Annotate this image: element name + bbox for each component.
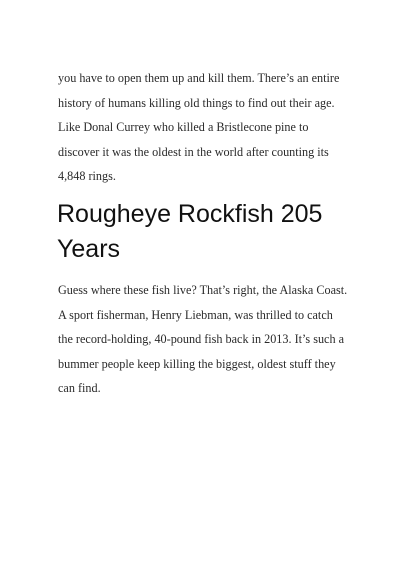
body-paragraph-rockfish: Guess where these fish live? That’s right, the Alaska Coast. A sport fisherman, Henry Liebman, was thrilled to catch the record-holding, 40-pound fish back in 2013. It’s such a bummer people keep killing the biggest, oldest stuff they can find. (58, 283, 348, 395)
section-heading-rougheye-rockfish: Rougheye Rockfish 205 Years (57, 200, 323, 263)
body-paragraph-bristlecone: you have to open them up and kill them. There’s an entire history of humans killing old things to find out their age. Like Donal Currey who killed a Bristlecone pine to discover it was the oldest in the world after counting its 4,848 rings. (58, 71, 340, 183)
